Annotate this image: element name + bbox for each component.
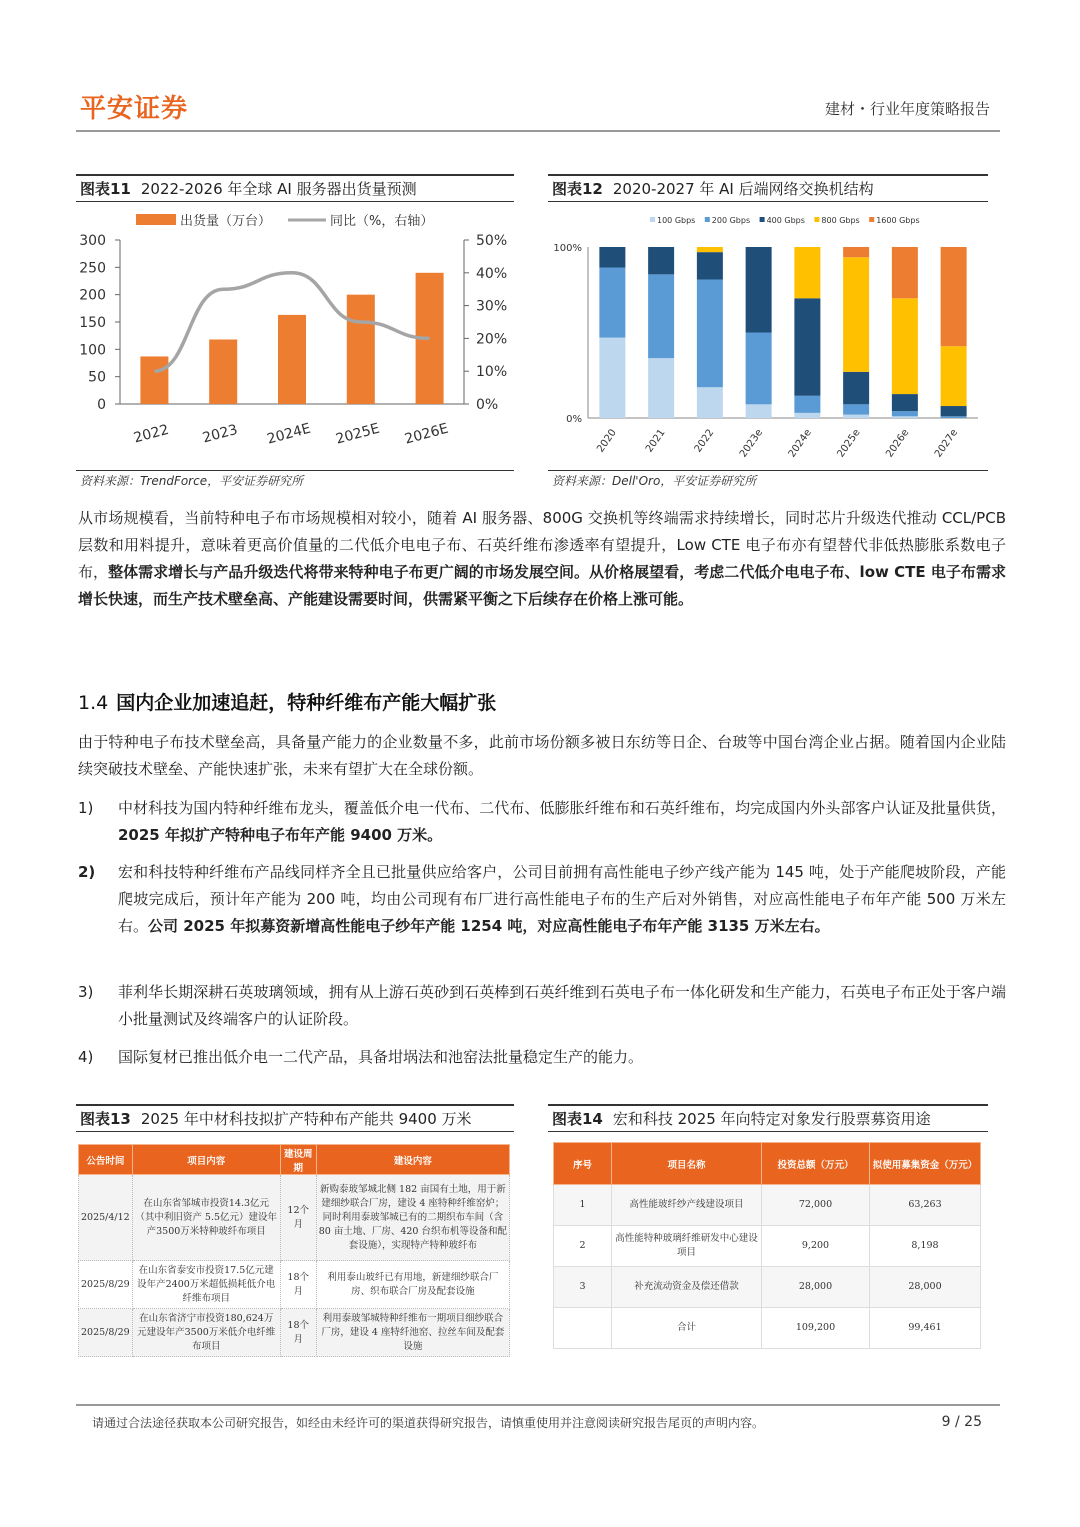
y-left-tick-label: 200 [79,287,106,304]
table-cell [554,1308,612,1349]
list-item-text: 宏和科技特种纤维布产品线同样齐全且已批量供应给客户，公司目前拥有高性能电子纱产线产能为 145 吨，处于产能爬坡阶段，产能爬坡完成后，预计年产能为 200 吨，均由公司现有布厂进行高性能电子布的生产后对外销售，对应高性能电子布年产能 500 万米左右。 [118,863,1006,935]
fig12-number: 图表12 [552,180,603,198]
bar-2024E [278,315,306,404]
bar-segment-2020 [599,268,625,338]
y-left-tick-label: 150 [79,315,106,331]
table-cell: 72,000 [762,1185,870,1226]
bar-segment-2026e [892,411,918,416]
list-item-number: 3) [78,983,94,1001]
legend-swatch [869,217,874,222]
bar-segment-2022 [697,279,723,387]
list-item-4 [78,1044,1006,1071]
legend-swatch-bar [136,214,176,225]
table-header-row [554,1143,981,1185]
table-cell: 在山东省泰安市投资17.5亿元建设年产2400万米超低损耗低介电纤维布项目 [132,1261,280,1309]
table-cell: 99,461 [870,1308,981,1349]
table-cell: 合计 [612,1308,762,1349]
table-row [79,1309,510,1357]
y-right-tick-label: 50% [476,233,508,249]
table-cell: 补充流动资金及偿还借款 [612,1267,762,1308]
bar-segment-2027e [941,406,967,416]
table-cell: 109,200 [762,1308,870,1349]
bar-segment-2025e [843,415,869,418]
bar-segment-2023e [746,333,772,405]
bar-segment-2027e [941,416,967,418]
bar-segment-2027e [941,346,967,406]
table-row [79,1175,510,1261]
table-cell: 新购泰玻邹城北侧 182 亩国有土地，用于新建细纱联合厂房，建设 4 座特种纤维窑炉；同时利用泰玻邹城已有的二期织布车间（含 80 亩土地、厂房、420 台织布机等设备和配套设施），实现特产特种玻纤布 [316,1175,509,1261]
bar-segment-2021 [648,247,674,274]
bar-segment-2023e [746,247,772,333]
list-item-bold: 2025 年拟扩产特种电子布年产能 9400 万米。 [118,826,443,844]
fig11-title [76,174,514,202]
table-header: 建设内容 [316,1145,509,1175]
table-row [554,1226,981,1267]
x-tick-label: 2020 [595,427,619,455]
table-cell: 12个月 [280,1175,316,1261]
table-cell: 1 [554,1185,612,1226]
fig14-number: 图表14 [552,1110,603,1128]
report-title: 建材・行业年度策略报告 [824,100,990,118]
table-cell: 28,000 [762,1267,870,1308]
x-tick-label: 2026E [403,420,451,448]
paragraph-market-b: 整体需求增长与产品升级迭代将带来特种电子布更广阔的市场发展空间。从价格展望看，考虑二代低介电电子布、low CTE 电子布需求增长快速，而生产技术壁垒高、产能建设需要时间，供需紧平衡之下后续存在价格上涨可能。 [78,563,1006,608]
brand-logo: 平安证券 [80,94,189,124]
legend-label: 100 Gbps [657,216,696,225]
x-tick-label: 2022 [132,421,171,447]
bar-segment-2022 [697,387,723,418]
legend-label-line: 同比（%，右轴） [330,214,434,229]
y-tick-label: 0% [566,414,582,425]
x-tick-label: 2022 [692,427,717,455]
list-item-2 [78,859,1006,940]
table-cell: 18个月 [280,1309,316,1357]
y-left-tick-label: 0 [97,397,106,413]
bar-segment-2022 [697,247,723,252]
bar-segment-2025e [843,372,869,404]
table-cell: 在山东省邹城市投资14.3亿元（其中利旧资产 5.5亿元）建设年产3500万米特种玻纤布项目 [132,1175,280,1261]
fig12-chart [548,204,988,466]
x-tick-label: 2024e [786,427,814,460]
bar-segment-2024e [794,396,820,413]
legend-swatch [814,217,819,222]
paragraph-market-a: 从市场规模看，当前特种电子布市场规模相对较小，随着 AI 服务器、800G 交换机等终端需求持续增长，同时芯片升级迭代推动 CCL/PCB 层数和用料提升，意味着更高价值量的二代低介电电子布、石英纤维布渗透率有望提升，Low CTE 电子布亦有望替代非低热膨胀系数电子布， [78,509,1006,581]
y-right-tick-label: 0% [476,397,499,413]
x-tick-label: 2025e [835,427,863,460]
bar-2023 [209,339,237,404]
table-cell: 18个月 [280,1261,316,1309]
table-cell: 9,200 [762,1226,870,1267]
fig13-table [78,1144,510,1357]
table-cell: 2025/4/12 [79,1175,133,1261]
list-item-text: 国际复材已推出低介电一二代产品，具备坩埚法和池窑法批量稳定生产的能力。 [118,1048,644,1066]
fig11-chart [76,204,514,466]
bar-segment-2026e [892,247,918,298]
table-header: 项目名称 [612,1143,762,1185]
fig13-number: 图表13 [80,1110,131,1128]
table-cell: 63,263 [870,1185,981,1226]
table-cell: 利用泰山玻纤已有用地，新建细纱联合厂房、织布联合厂房及配套设施 [316,1261,509,1309]
list-item-text: 菲利华长期深耕石英玻璃领域，拥有从上游石英砂到石英棒到石英纤维到石英电子布一体化研发和生产能力，石英电子布正处于客户端小批量测试及终端客户的认证阶段。 [118,983,1006,1028]
fig14-table [553,1142,981,1349]
section-heading [78,688,496,715]
list-item-number: 2) [78,863,96,881]
legend-label: 200 Gbps [711,216,751,225]
y-left-tick-label: 300 [79,233,106,249]
fig13-title [76,1104,514,1132]
y-left-tick-label: 50 [88,369,106,386]
bar-segment-2024e [794,247,820,298]
table-header: 建设周期 [280,1145,316,1175]
legend-label-bar: 出货量（万台） [180,214,272,229]
legend-swatch [650,217,655,222]
table-cell: 利用泰玻邹城特种纤维布一期项目细纱联合厂房，建设 4 座特纤池窑、拉丝车间及配套设施 [316,1309,509,1357]
bar-segment-2026e [892,298,918,394]
fig11-title-text: 2022-2026 年全球 AI 服务器出货量预测 [140,180,417,198]
fig13-title-text: 2025 年中材科技拟扩产特种布产能共 9400 万米 [140,1110,472,1128]
bar-segment-2021 [648,274,674,358]
legend-swatch [760,217,765,222]
x-tick-label: 2024E [265,420,313,448]
bar-segment-2023e [746,404,772,418]
fig12-source: 资料来源：Dell'Oro，平安证券研究所 [548,470,988,490]
paragraph-domestic: 由于特种电子布技术壁垒高，具备量产能力的企业数量不多，此前市场份额多被日东纺等日企、台玻等中国台湾企业占据。随着国内企业陆续突破技术壁垒、产能快速扩张，未来有望扩大在全球份额。 [78,733,1006,778]
list-item-bold: 公司 2025 年拟募资新增高性能电子纱年产能 1254 吨，对应高性能电子布年产能 3135 万米左右。 [148,917,830,935]
page-header [76,88,1000,132]
list-item-3 [78,979,1006,1033]
fig12-title [548,174,988,202]
list-item-1 [78,795,1006,849]
fig11-number: 图表11 [80,180,131,198]
table-cell: 高性能玻纤纱产线建设项目 [612,1185,762,1226]
table-cell: 8,198 [870,1226,981,1267]
table-cell: 2025/8/29 [79,1309,133,1357]
table-row [554,1185,981,1226]
page-footer [76,1404,1000,1431]
y-right-tick-label: 30% [476,298,508,315]
y-right-tick-label: 10% [476,364,508,381]
bar-segment-2020 [599,338,625,418]
bar-2022 [140,356,168,404]
fig14-title [548,1104,988,1132]
table-cell: 2025/8/29 [79,1261,133,1309]
table-row [554,1267,981,1308]
x-tick-label: 2025E [334,420,382,448]
table-row [554,1308,981,1349]
table-header: 项目内容 [132,1145,280,1175]
bar-segment-2024e [794,413,820,418]
table-cell: 3 [554,1267,612,1308]
x-tick-label: 2023e [737,427,766,460]
list-item-number: 4) [78,1048,94,1066]
section-title: 国内企业加速追赶，特种纤维布产能大幅扩张 [116,692,497,714]
bar-segment-2025e [843,247,869,257]
x-tick-label: 2027e [932,427,961,460]
bar-segment-2025e [843,404,869,414]
table-cell: 在山东省济宁市投资180,624万元建设年产3500万米低介电纤维布项目 [132,1309,280,1357]
y-left-tick-label: 100 [79,342,106,359]
y-right-tick-label: 20% [476,331,508,348]
page-number: 9 / 25 [941,1414,982,1430]
bar-segment-2026e [892,416,918,418]
legend-label: 400 Gbps [766,216,805,225]
x-tick-label: 2023 [200,421,240,447]
section-number: 1.4 [78,692,109,714]
bar-segment-2020 [599,247,625,268]
bar-segment-2027e [941,247,967,346]
bar-segment-2025e [843,257,869,372]
bar-segment-2024e [794,298,820,395]
x-tick-label: 2026e [884,427,912,460]
bar-segment-2021 [648,358,674,418]
table-header: 拟使用募集资金（万元） [870,1143,981,1185]
table-header: 序号 [554,1143,612,1185]
fig14-title-text: 宏和科技 2025 年向特定对象发行股票募资用途 [612,1110,931,1128]
legend-swatch [705,217,710,222]
table-cell: 2 [554,1226,612,1267]
bar-segment-2026e [892,394,918,411]
table-cell: 28,000 [870,1267,981,1308]
y-right-tick-label: 40% [476,265,508,282]
table-row [79,1261,510,1309]
table-cell: 高性能特种玻璃纤维研发中心建设项目 [612,1226,762,1267]
legend-label: 800 Gbps [821,216,860,225]
bar-segment-2022 [697,252,723,279]
paragraph-market [78,505,1006,613]
fig12-title-text: 2020-2027 年 AI 后端网络交换机结构 [612,180,874,198]
table-header-row [79,1145,510,1175]
list-item-text: 中材科技为国内特种纤维布龙头，覆盖低介电一代布、二代布、低膨胀纤维布和石英纤维布，均完成国内外头部客户认证及批量供货， [118,799,1006,817]
fig11-source: 资料来源：TrendForce，平安证券研究所 [76,470,514,490]
footer-disclaimer: 请通过合法途径获取本公司研究报告，如经由未经许可的渠道获得研究报告，请慎重使用并注意阅读研究报告尾页的声明内容。 [92,1416,765,1430]
table-header: 公告时间 [79,1145,133,1175]
bar-2025E [347,295,375,404]
y-tick-label: 100% [553,243,582,254]
x-tick-label: 2021 [643,427,668,455]
y-left-tick-label: 250 [79,260,106,277]
legend-label: 1600 Gbps [876,216,920,225]
table-header: 投资总额（万元） [762,1143,870,1185]
list-item-number: 1) [78,799,94,817]
